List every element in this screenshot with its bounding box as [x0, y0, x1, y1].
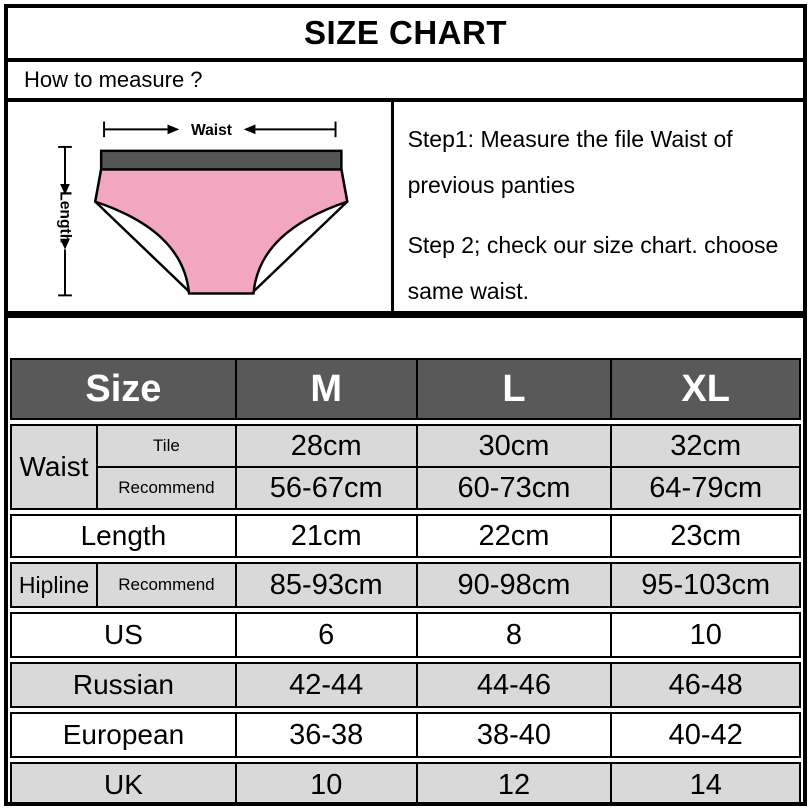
length-m: 21cm — [236, 515, 417, 557]
european-row — [10, 712, 801, 758]
size-table-header — [10, 358, 801, 420]
measure-section — [8, 102, 803, 318]
hipline-recommend-label: Recommend — [97, 563, 236, 607]
tile-label: Tile — [97, 425, 236, 467]
european-m: 36-38 — [236, 713, 417, 757]
waist-recommend-label: Recommend — [97, 467, 236, 509]
step1-line2: previous panties — [407, 172, 576, 198]
hipline-l: 90-98cm — [417, 563, 612, 607]
panty-shape — [95, 151, 347, 294]
hipline-m: 85-93cm — [236, 563, 417, 607]
hipline-label: Hipline — [11, 563, 97, 607]
page-title: SIZE CHART — [8, 8, 803, 62]
waist-tile-m: 28cm — [236, 425, 417, 467]
russian-l: 44-46 — [417, 663, 612, 707]
header-xl-cell: XL — [611, 359, 800, 419]
length-arrow-label: Length — [56, 191, 74, 244]
how-to-measure-heading: How to measure ? — [8, 62, 803, 102]
length-l: 22cm — [417, 515, 612, 557]
russian-m: 42-44 — [236, 663, 417, 707]
us-xl: 10 — [611, 613, 800, 657]
russian-label: Russian — [11, 663, 236, 707]
waist-tile-xl: 32cm — [611, 425, 800, 467]
hipline-row — [10, 562, 801, 608]
waist-arrow-label: Waist — [190, 122, 233, 140]
waist-recommend-l: 60-73cm — [417, 467, 612, 509]
waist-recommend-row — [11, 467, 800, 509]
uk-l: 12 — [417, 763, 612, 806]
header-l-cell: L — [417, 359, 612, 419]
size-table — [8, 358, 803, 806]
waist-tile-row — [11, 425, 800, 467]
step1-text — [408, 116, 797, 208]
russian-xl: 46-48 — [611, 663, 800, 707]
size-chart-panel — [4, 4, 807, 806]
step2-text — [408, 222, 797, 314]
us-l: 8 — [417, 613, 612, 657]
uk-row — [10, 762, 801, 806]
waist-rows — [10, 424, 801, 510]
header-m-cell: M — [236, 359, 417, 419]
uk-xl: 14 — [611, 763, 800, 806]
european-l: 38-40 — [417, 713, 612, 757]
panty-measure-diagram — [8, 102, 394, 311]
uk-label: UK — [11, 763, 236, 806]
european-label: European — [11, 713, 236, 757]
panty-waistband — [101, 151, 341, 170]
step1-line1: Step1: Measure the file Waist of — [407, 126, 733, 152]
step2-line2: same waist. — [407, 278, 529, 304]
measure-steps — [394, 102, 803, 311]
us-row — [10, 612, 801, 658]
waist-recommend-xl: 64-79cm — [611, 467, 800, 509]
waist-group-label: Waist — [11, 425, 97, 509]
waist-tile-l: 30cm — [417, 425, 612, 467]
header-size-cell: Size — [11, 359, 236, 419]
russian-row — [10, 662, 801, 708]
us-m: 6 — [236, 613, 417, 657]
waist-recommend-m: 56-67cm — [236, 467, 417, 509]
panty-illustration — [8, 102, 391, 311]
hipline-xl: 95-103cm — [611, 563, 800, 607]
european-xl: 40-42 — [611, 713, 800, 757]
length-row — [10, 514, 801, 558]
step2-line1: Step 2; check our size chart. choose — [407, 232, 779, 258]
length-xl: 23cm — [611, 515, 800, 557]
uk-m: 10 — [236, 763, 417, 806]
length-label: Length — [11, 515, 236, 557]
us-label: US — [11, 613, 236, 657]
